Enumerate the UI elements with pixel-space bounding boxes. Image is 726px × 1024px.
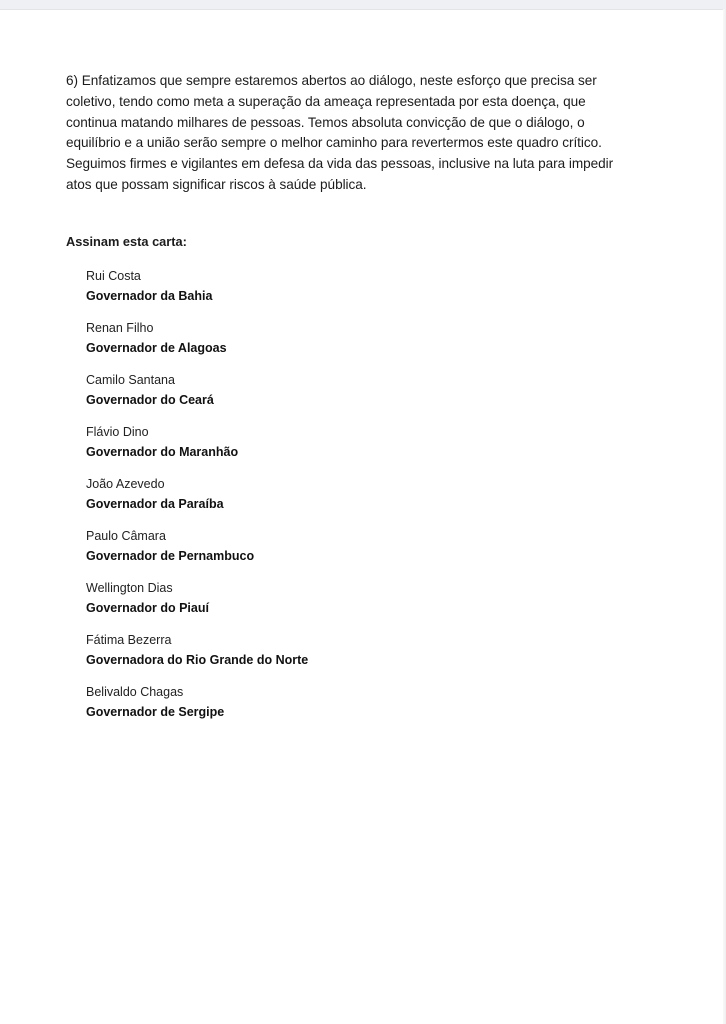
viewer-top-bar [0, 0, 726, 10]
signatory-block [86, 266, 506, 318]
signatory-name: Wellington Dias [86, 581, 173, 595]
signatory-role: Governador da Paraíba [86, 497, 224, 511]
signatory-role: Governadora do Rio Grande do Norte [86, 653, 309, 667]
signatory-role: Governador de Sergipe [86, 705, 225, 719]
signatory-block [86, 526, 506, 578]
signatures-heading: Assinam esta carta: [66, 234, 187, 249]
paragraph-line: coletivo, tendo como meta a superação da ameaça representada por esta doença, que [66, 93, 586, 109]
signatory-name: Renan Filho [86, 321, 154, 335]
signatory-block [86, 474, 506, 526]
signatories-list [86, 266, 506, 734]
signatory-name: Camilo Santana [86, 373, 175, 387]
signatory-name: João Azevedo [86, 477, 165, 491]
signatory-block [86, 578, 506, 630]
signatory-role: Governador da Bahia [86, 289, 213, 303]
signatory-name: Belivaldo Chagas [86, 685, 184, 699]
document-page [0, 10, 723, 1024]
paragraph-line: 6) Enfatizamos que sempre estaremos abertos ao diálogo, neste esforço que precisa ser [66, 73, 597, 88]
signatory-name: Fátima Bezerra [86, 633, 172, 647]
signatory-role: Governador do Ceará [86, 393, 214, 407]
signatory-block [86, 630, 506, 682]
signatory-block [86, 682, 506, 734]
paragraph-line: atos que possam significar riscos à saúde pública. [66, 176, 367, 192]
signatory-block [86, 370, 506, 422]
signatory-role: Governador de Alagoas [86, 341, 227, 355]
signatory-name: Paulo Câmara [86, 529, 166, 543]
signatory-name: Flávio Dino [86, 425, 149, 439]
paragraph-line: equilíbrio e a união serão sempre o melhor caminho para revertermos este quadro crítico. [66, 135, 602, 151]
signatory-role: Governador do Maranhão [86, 445, 239, 459]
signatory-block [86, 422, 506, 474]
signatory-role: Governador do Piauí [86, 601, 209, 615]
letter-paragraph [66, 71, 626, 196]
paragraph-line: continua matando milhares de pessoas. Temos absoluta convicção de que o diálogo, o [66, 114, 585, 130]
paragraph-line: Seguimos firmes e vigilantes em defesa da vida das pessoas, inclusive na luta para impedir [66, 156, 614, 172]
signatory-name: Rui Costa [86, 269, 141, 283]
signatory-block [86, 318, 506, 370]
signatory-role: Governador de Pernambuco [86, 549, 255, 563]
